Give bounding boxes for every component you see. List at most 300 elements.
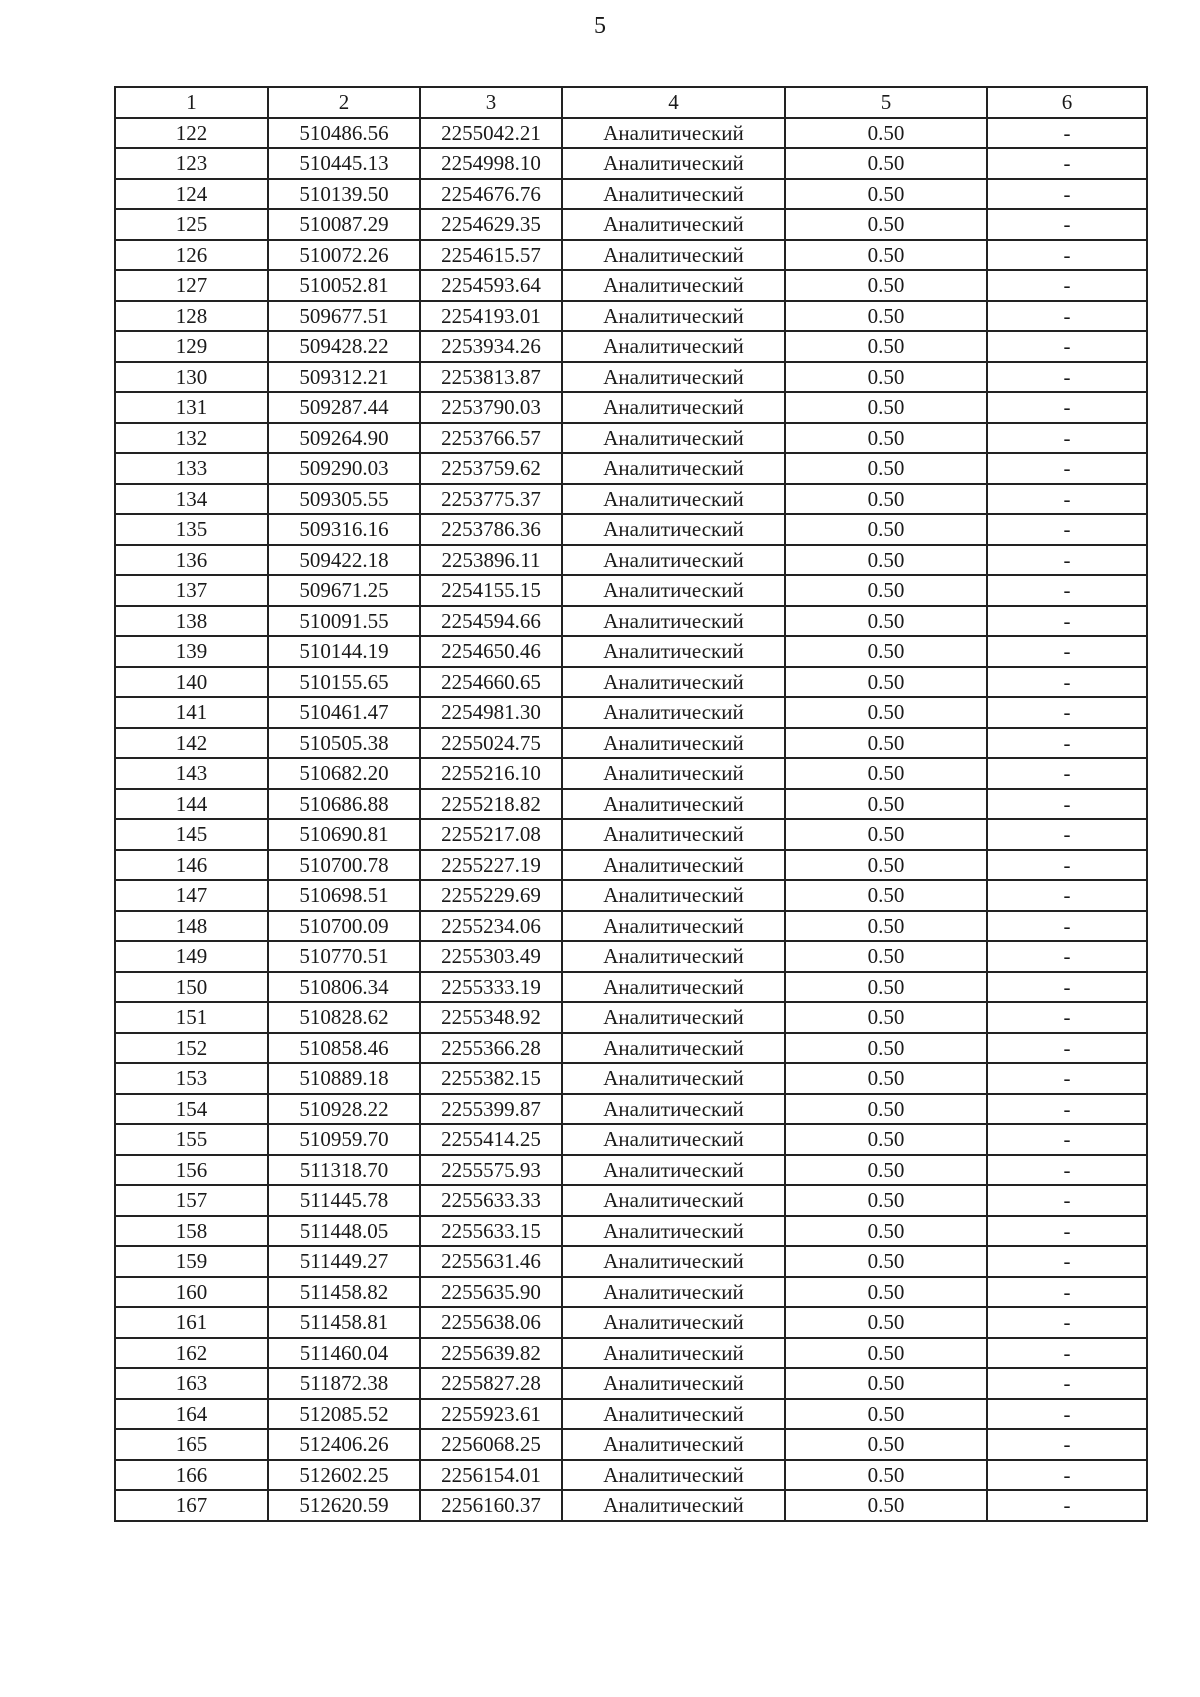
table-row xyxy=(115,850,1147,881)
cell-x-coordinate: 512620.59 xyxy=(268,1490,420,1521)
cell-method: Аналитический xyxy=(562,941,785,972)
cell-point-number: 124 xyxy=(115,179,268,210)
table-row xyxy=(115,758,1147,789)
cell-method: Аналитический xyxy=(562,1338,785,1369)
cell-x-coordinate: 510828.62 xyxy=(268,1002,420,1033)
table-row xyxy=(115,392,1147,423)
cell-x-coordinate: 510445.13 xyxy=(268,148,420,179)
cell-method: Аналитический xyxy=(562,484,785,515)
cell-point-number: 165 xyxy=(115,1429,268,1460)
cell-accuracy: 0.50 xyxy=(785,1033,987,1064)
table-row xyxy=(115,606,1147,637)
cell-accuracy: 0.50 xyxy=(785,1094,987,1125)
cell-note: - xyxy=(987,118,1147,149)
cell-y-coordinate: 2254629.35 xyxy=(420,209,562,240)
table-row xyxy=(115,1033,1147,1064)
cell-point-number: 135 xyxy=(115,514,268,545)
cell-note: - xyxy=(987,1033,1147,1064)
cell-accuracy: 0.50 xyxy=(785,1246,987,1277)
table-row xyxy=(115,1063,1147,1094)
cell-note: - xyxy=(987,1429,1147,1460)
cell-method: Аналитический xyxy=(562,972,785,1003)
coordinates-table xyxy=(114,86,1148,1522)
cell-accuracy: 0.50 xyxy=(785,270,987,301)
cell-y-coordinate: 2254593.64 xyxy=(420,270,562,301)
cell-accuracy: 0.50 xyxy=(785,1124,987,1155)
cell-x-coordinate: 510690.81 xyxy=(268,819,420,850)
cell-accuracy: 0.50 xyxy=(785,880,987,911)
table-row xyxy=(115,1429,1147,1460)
table-row xyxy=(115,819,1147,850)
cell-x-coordinate: 510700.09 xyxy=(268,911,420,942)
cell-note: - xyxy=(987,850,1147,881)
cell-x-coordinate: 510686.88 xyxy=(268,789,420,820)
table-row xyxy=(115,1094,1147,1125)
cell-y-coordinate: 2255633.15 xyxy=(420,1216,562,1247)
cell-x-coordinate: 510806.34 xyxy=(268,972,420,1003)
table-row xyxy=(115,789,1147,820)
cell-point-number: 143 xyxy=(115,758,268,789)
cell-y-coordinate: 2253786.36 xyxy=(420,514,562,545)
cell-point-number: 123 xyxy=(115,148,268,179)
cell-x-coordinate: 510698.51 xyxy=(268,880,420,911)
cell-accuracy: 0.50 xyxy=(785,1063,987,1094)
page-number: 5 xyxy=(594,13,606,39)
cell-x-coordinate: 510959.70 xyxy=(268,1124,420,1155)
cell-x-coordinate: 510139.50 xyxy=(268,179,420,210)
table-row xyxy=(115,1277,1147,1308)
table-row xyxy=(115,1399,1147,1430)
cell-x-coordinate: 512406.26 xyxy=(268,1429,420,1460)
cell-point-number: 131 xyxy=(115,392,268,423)
cell-note: - xyxy=(987,423,1147,454)
cell-x-coordinate: 509422.18 xyxy=(268,545,420,576)
table-row xyxy=(115,301,1147,332)
cell-accuracy: 0.50 xyxy=(785,697,987,728)
cell-note: - xyxy=(987,1002,1147,1033)
cell-method: Аналитический xyxy=(562,423,785,454)
cell-y-coordinate: 2255042.21 xyxy=(420,118,562,149)
cell-method: Аналитический xyxy=(562,270,785,301)
cell-accuracy: 0.50 xyxy=(785,209,987,240)
column-header-4: 4 xyxy=(562,87,785,118)
cell-point-number: 139 xyxy=(115,636,268,667)
cell-method: Аналитический xyxy=(562,1033,785,1064)
cell-point-number: 156 xyxy=(115,1155,268,1186)
table-row xyxy=(115,880,1147,911)
cell-y-coordinate: 2254676.76 xyxy=(420,179,562,210)
cell-point-number: 142 xyxy=(115,728,268,759)
cell-point-number: 154 xyxy=(115,1094,268,1125)
cell-accuracy: 0.50 xyxy=(785,392,987,423)
cell-y-coordinate: 2255827.28 xyxy=(420,1368,562,1399)
cell-x-coordinate: 510087.29 xyxy=(268,209,420,240)
table-row xyxy=(115,179,1147,210)
cell-method: Аналитический xyxy=(562,1063,785,1094)
cell-x-coordinate: 511872.38 xyxy=(268,1368,420,1399)
cell-method: Аналитический xyxy=(562,362,785,393)
cell-method: Аналитический xyxy=(562,575,785,606)
cell-point-number: 158 xyxy=(115,1216,268,1247)
table-row xyxy=(115,240,1147,271)
cell-y-coordinate: 2254998.10 xyxy=(420,148,562,179)
cell-note: - xyxy=(987,697,1147,728)
cell-method: Аналитический xyxy=(562,1155,785,1186)
table-row xyxy=(115,1185,1147,1216)
table-row xyxy=(115,484,1147,515)
table-row xyxy=(115,1490,1147,1521)
cell-note: - xyxy=(987,392,1147,423)
table-row xyxy=(115,667,1147,698)
cell-accuracy: 0.50 xyxy=(785,148,987,179)
cell-point-number: 141 xyxy=(115,697,268,728)
cell-method: Аналитический xyxy=(562,331,785,362)
cell-point-number: 163 xyxy=(115,1368,268,1399)
cell-y-coordinate: 2254594.66 xyxy=(420,606,562,637)
cell-accuracy: 0.50 xyxy=(785,911,987,942)
cell-accuracy: 0.50 xyxy=(785,819,987,850)
cell-x-coordinate: 510889.18 xyxy=(268,1063,420,1094)
table-row xyxy=(115,575,1147,606)
cell-x-coordinate: 510700.78 xyxy=(268,850,420,881)
cell-x-coordinate: 509671.25 xyxy=(268,575,420,606)
cell-accuracy: 0.50 xyxy=(785,1002,987,1033)
cell-method: Аналитический xyxy=(562,514,785,545)
cell-point-number: 159 xyxy=(115,1246,268,1277)
cell-accuracy: 0.50 xyxy=(785,301,987,332)
table-row xyxy=(115,728,1147,759)
cell-note: - xyxy=(987,1246,1147,1277)
cell-note: - xyxy=(987,972,1147,1003)
table-row xyxy=(115,1124,1147,1155)
cell-point-number: 136 xyxy=(115,545,268,576)
cell-note: - xyxy=(987,1063,1147,1094)
cell-x-coordinate: 511458.82 xyxy=(268,1277,420,1308)
cell-y-coordinate: 2254981.30 xyxy=(420,697,562,728)
cell-point-number: 137 xyxy=(115,575,268,606)
cell-point-number: 151 xyxy=(115,1002,268,1033)
cell-y-coordinate: 2256160.37 xyxy=(420,1490,562,1521)
cell-y-coordinate: 2253896.11 xyxy=(420,545,562,576)
cell-point-number: 161 xyxy=(115,1307,268,1338)
cell-note: - xyxy=(987,514,1147,545)
cell-method: Аналитический xyxy=(562,1124,785,1155)
cell-point-number: 162 xyxy=(115,1338,268,1369)
cell-point-number: 122 xyxy=(115,118,268,149)
cell-note: - xyxy=(987,362,1147,393)
cell-y-coordinate: 2253759.62 xyxy=(420,453,562,484)
cell-x-coordinate: 511318.70 xyxy=(268,1155,420,1186)
cell-y-coordinate: 2255639.82 xyxy=(420,1338,562,1369)
cell-y-coordinate: 2255633.33 xyxy=(420,1185,562,1216)
table-header xyxy=(115,87,1147,118)
cell-y-coordinate: 2255218.82 xyxy=(420,789,562,820)
table-row xyxy=(115,1460,1147,1491)
cell-method: Аналитический xyxy=(562,1399,785,1430)
cell-accuracy: 0.50 xyxy=(785,118,987,149)
cell-point-number: 145 xyxy=(115,819,268,850)
cell-note: - xyxy=(987,545,1147,576)
cell-accuracy: 0.50 xyxy=(785,514,987,545)
cell-note: - xyxy=(987,575,1147,606)
table-row xyxy=(115,270,1147,301)
column-header-6: 6 xyxy=(987,87,1147,118)
cell-method: Аналитический xyxy=(562,453,785,484)
cell-point-number: 160 xyxy=(115,1277,268,1308)
cell-point-number: 140 xyxy=(115,667,268,698)
cell-accuracy: 0.50 xyxy=(785,240,987,271)
cell-point-number: 129 xyxy=(115,331,268,362)
cell-method: Аналитический xyxy=(562,1185,785,1216)
cell-accuracy: 0.50 xyxy=(785,484,987,515)
cell-y-coordinate: 2255382.15 xyxy=(420,1063,562,1094)
cell-note: - xyxy=(987,1124,1147,1155)
cell-method: Аналитический xyxy=(562,911,785,942)
cell-accuracy: 0.50 xyxy=(785,1429,987,1460)
cell-method: Аналитический xyxy=(562,667,785,698)
cell-y-coordinate: 2254615.57 xyxy=(420,240,562,271)
table-row xyxy=(115,697,1147,728)
cell-method: Аналитический xyxy=(562,1368,785,1399)
cell-note: - xyxy=(987,880,1147,911)
cell-y-coordinate: 2255399.87 xyxy=(420,1094,562,1125)
cell-note: - xyxy=(987,1460,1147,1491)
cell-note: - xyxy=(987,1490,1147,1521)
cell-note: - xyxy=(987,819,1147,850)
table-row xyxy=(115,209,1147,240)
cell-note: - xyxy=(987,728,1147,759)
table-row xyxy=(115,1338,1147,1369)
cell-method: Аналитический xyxy=(562,179,785,210)
cell-accuracy: 0.50 xyxy=(785,758,987,789)
cell-note: - xyxy=(987,941,1147,972)
cell-y-coordinate: 2255414.25 xyxy=(420,1124,562,1155)
cell-x-coordinate: 511460.04 xyxy=(268,1338,420,1369)
cell-method: Аналитический xyxy=(562,118,785,149)
cell-method: Аналитический xyxy=(562,789,785,820)
cell-point-number: 157 xyxy=(115,1185,268,1216)
cell-x-coordinate: 509677.51 xyxy=(268,301,420,332)
cell-x-coordinate: 511449.27 xyxy=(268,1246,420,1277)
cell-method: Аналитический xyxy=(562,606,785,637)
cell-x-coordinate: 511458.81 xyxy=(268,1307,420,1338)
cell-accuracy: 0.50 xyxy=(785,1490,987,1521)
cell-point-number: 130 xyxy=(115,362,268,393)
table-row xyxy=(115,362,1147,393)
cell-y-coordinate: 2255229.69 xyxy=(420,880,562,911)
cell-point-number: 127 xyxy=(115,270,268,301)
cell-method: Аналитический xyxy=(562,240,785,271)
cell-accuracy: 0.50 xyxy=(785,1216,987,1247)
cell-method: Аналитический xyxy=(562,636,785,667)
cell-y-coordinate: 2253775.37 xyxy=(420,484,562,515)
cell-accuracy: 0.50 xyxy=(785,1307,987,1338)
cell-point-number: 164 xyxy=(115,1399,268,1430)
cell-accuracy: 0.50 xyxy=(785,179,987,210)
cell-accuracy: 0.50 xyxy=(785,667,987,698)
cell-y-coordinate: 2255366.28 xyxy=(420,1033,562,1064)
header-row xyxy=(115,87,1147,118)
table-row xyxy=(115,1216,1147,1247)
cell-note: - xyxy=(987,301,1147,332)
cell-method: Аналитический xyxy=(562,1460,785,1491)
cell-y-coordinate: 2254155.15 xyxy=(420,575,562,606)
cell-point-number: 155 xyxy=(115,1124,268,1155)
cell-y-coordinate: 2254660.65 xyxy=(420,667,562,698)
cell-y-coordinate: 2255024.75 xyxy=(420,728,562,759)
cell-x-coordinate: 510486.56 xyxy=(268,118,420,149)
cell-accuracy: 0.50 xyxy=(785,423,987,454)
cell-accuracy: 0.50 xyxy=(785,362,987,393)
table-body xyxy=(115,118,1147,1521)
cell-accuracy: 0.50 xyxy=(785,636,987,667)
cell-y-coordinate: 2254650.46 xyxy=(420,636,562,667)
table-row xyxy=(115,148,1147,179)
cell-method: Аналитический xyxy=(562,301,785,332)
cell-note: - xyxy=(987,667,1147,698)
column-header-1: 1 xyxy=(115,87,268,118)
cell-note: - xyxy=(987,148,1147,179)
cell-accuracy: 0.50 xyxy=(785,545,987,576)
cell-y-coordinate: 2255638.06 xyxy=(420,1307,562,1338)
cell-x-coordinate: 509264.90 xyxy=(268,423,420,454)
cell-point-number: 146 xyxy=(115,850,268,881)
cell-y-coordinate: 2256154.01 xyxy=(420,1460,562,1491)
cell-y-coordinate: 2255575.93 xyxy=(420,1155,562,1186)
cell-method: Аналитический xyxy=(562,880,785,911)
cell-point-number: 147 xyxy=(115,880,268,911)
cell-y-coordinate: 2255333.19 xyxy=(420,972,562,1003)
cell-accuracy: 0.50 xyxy=(785,972,987,1003)
cell-note: - xyxy=(987,209,1147,240)
cell-accuracy: 0.50 xyxy=(785,1277,987,1308)
cell-x-coordinate: 509428.22 xyxy=(268,331,420,362)
cell-point-number: 134 xyxy=(115,484,268,515)
table-row xyxy=(115,911,1147,942)
cell-x-coordinate: 510461.47 xyxy=(268,697,420,728)
cell-x-coordinate: 512602.25 xyxy=(268,1460,420,1491)
cell-note: - xyxy=(987,1155,1147,1186)
cell-note: - xyxy=(987,484,1147,515)
cell-x-coordinate: 509316.16 xyxy=(268,514,420,545)
cell-method: Аналитический xyxy=(562,1307,785,1338)
cell-method: Аналитический xyxy=(562,819,785,850)
cell-accuracy: 0.50 xyxy=(785,606,987,637)
cell-point-number: 148 xyxy=(115,911,268,942)
table-row xyxy=(115,972,1147,1003)
cell-method: Аналитический xyxy=(562,148,785,179)
cell-x-coordinate: 510072.26 xyxy=(268,240,420,271)
cell-method: Аналитический xyxy=(562,697,785,728)
cell-method: Аналитический xyxy=(562,758,785,789)
cell-accuracy: 0.50 xyxy=(785,1338,987,1369)
cell-y-coordinate: 2255234.06 xyxy=(420,911,562,942)
column-header-2: 2 xyxy=(268,87,420,118)
cell-y-coordinate: 2255923.61 xyxy=(420,1399,562,1430)
cell-note: - xyxy=(987,789,1147,820)
cell-method: Аналитический xyxy=(562,1216,785,1247)
cell-accuracy: 0.50 xyxy=(785,1460,987,1491)
column-header-5: 5 xyxy=(785,87,987,118)
cell-method: Аналитический xyxy=(562,728,785,759)
cell-note: - xyxy=(987,331,1147,362)
cell-point-number: 126 xyxy=(115,240,268,271)
cell-x-coordinate: 509312.21 xyxy=(268,362,420,393)
cell-note: - xyxy=(987,1216,1147,1247)
cell-note: - xyxy=(987,636,1147,667)
cell-note: - xyxy=(987,758,1147,789)
cell-note: - xyxy=(987,1338,1147,1369)
cell-method: Аналитический xyxy=(562,1246,785,1277)
cell-x-coordinate: 509305.55 xyxy=(268,484,420,515)
cell-y-coordinate: 2255217.08 xyxy=(420,819,562,850)
cell-y-coordinate: 2255227.19 xyxy=(420,850,562,881)
cell-accuracy: 0.50 xyxy=(785,789,987,820)
column-header-3: 3 xyxy=(420,87,562,118)
cell-point-number: 144 xyxy=(115,789,268,820)
cell-note: - xyxy=(987,1307,1147,1338)
cell-x-coordinate: 511448.05 xyxy=(268,1216,420,1247)
table-row xyxy=(115,514,1147,545)
cell-point-number: 125 xyxy=(115,209,268,240)
table-row xyxy=(115,118,1147,149)
cell-point-number: 133 xyxy=(115,453,268,484)
cell-y-coordinate: 2253766.57 xyxy=(420,423,562,454)
table-row xyxy=(115,1002,1147,1033)
cell-accuracy: 0.50 xyxy=(785,575,987,606)
cell-note: - xyxy=(987,179,1147,210)
cell-point-number: 167 xyxy=(115,1490,268,1521)
cell-accuracy: 0.50 xyxy=(785,728,987,759)
table-row xyxy=(115,1368,1147,1399)
cell-x-coordinate: 509290.03 xyxy=(268,453,420,484)
cell-method: Аналитический xyxy=(562,1002,785,1033)
cell-point-number: 153 xyxy=(115,1063,268,1094)
cell-note: - xyxy=(987,1277,1147,1308)
cell-x-coordinate: 511445.78 xyxy=(268,1185,420,1216)
cell-y-coordinate: 2253934.26 xyxy=(420,331,562,362)
cell-x-coordinate: 510682.20 xyxy=(268,758,420,789)
cell-x-coordinate: 510052.81 xyxy=(268,270,420,301)
cell-point-number: 138 xyxy=(115,606,268,637)
cell-point-number: 128 xyxy=(115,301,268,332)
cell-accuracy: 0.50 xyxy=(785,850,987,881)
cell-accuracy: 0.50 xyxy=(785,1399,987,1430)
cell-x-coordinate: 510770.51 xyxy=(268,941,420,972)
cell-accuracy: 0.50 xyxy=(785,941,987,972)
cell-accuracy: 0.50 xyxy=(785,453,987,484)
table-row xyxy=(115,1307,1147,1338)
cell-note: - xyxy=(987,911,1147,942)
cell-note: - xyxy=(987,1368,1147,1399)
cell-accuracy: 0.50 xyxy=(785,1155,987,1186)
cell-x-coordinate: 510928.22 xyxy=(268,1094,420,1125)
cell-x-coordinate: 510144.19 xyxy=(268,636,420,667)
cell-x-coordinate: 510858.46 xyxy=(268,1033,420,1064)
table-row xyxy=(115,1155,1147,1186)
cell-x-coordinate: 510505.38 xyxy=(268,728,420,759)
table-row xyxy=(115,636,1147,667)
cell-y-coordinate: 2253813.87 xyxy=(420,362,562,393)
cell-method: Аналитический xyxy=(562,392,785,423)
cell-point-number: 132 xyxy=(115,423,268,454)
cell-y-coordinate: 2254193.01 xyxy=(420,301,562,332)
cell-note: - xyxy=(987,1094,1147,1125)
cell-x-coordinate: 509287.44 xyxy=(268,392,420,423)
cell-method: Аналитический xyxy=(562,1277,785,1308)
cell-x-coordinate: 512085.52 xyxy=(268,1399,420,1430)
cell-note: - xyxy=(987,1185,1147,1216)
